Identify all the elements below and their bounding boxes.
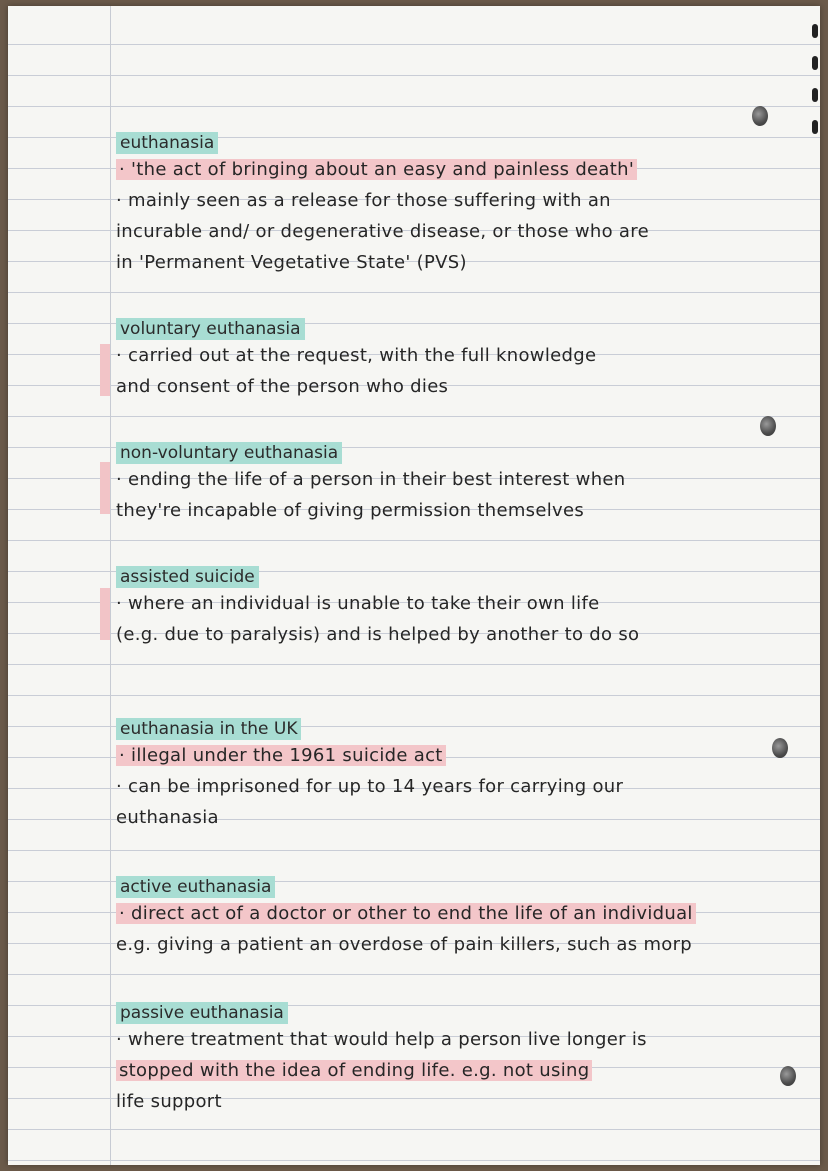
pink-margin-mark <box>100 588 110 640</box>
section-voluntary-euthanasia <box>116 318 816 402</box>
pink-margin-mark <box>100 344 110 396</box>
note-line: · where an individual is unable to take their own life <box>116 593 600 614</box>
section-heading: voluntary euthanasia <box>116 318 305 340</box>
note-line: · direct act of a doctor or other to end the life of an individual <box>116 898 816 929</box>
note-line: incurable and/ or degenerative disease, or those who are <box>116 221 649 242</box>
note-line: · ending the life of a person in their best interest when <box>116 469 626 490</box>
section-euthanasia <box>116 132 816 278</box>
notebook-page <box>8 6 820 1165</box>
note-line: · 'the act of bringing about an easy and painless death' <box>116 154 816 185</box>
note-line: · can be imprisoned for up to 14 years for carrying our <box>116 776 624 797</box>
note-line: e.g. giving a patient an overdose of pain killers, such as morp <box>116 934 693 955</box>
punch-hole <box>752 106 768 126</box>
note-line: they're incapable of giving permission themselves <box>116 500 585 521</box>
note-line: euthanasia <box>116 807 219 828</box>
section-heading: euthanasia <box>116 132 218 154</box>
section-heading: euthanasia in the UK <box>116 718 301 740</box>
margin-line <box>110 6 111 1165</box>
section-passive-euthanasia <box>116 1002 816 1117</box>
note-line: · where treatment that would help a person live longer is <box>116 1029 647 1050</box>
section-assisted-suicide <box>116 566 816 650</box>
section-euthanasia-in-the-uk <box>116 718 816 833</box>
note-line: · carried out at the request, with the full knowledge <box>116 345 597 366</box>
note-line: and consent of the person who dies <box>116 376 449 397</box>
note-line: · illegal under the 1961 suicide act <box>116 740 816 771</box>
section-heading: assisted suicide <box>116 566 259 588</box>
note-line: life support <box>116 1091 222 1112</box>
punch-hole <box>760 416 776 436</box>
note-line: in 'Permanent Vegetative State' (PVS) <box>116 252 467 273</box>
pink-margin-mark <box>100 462 110 514</box>
note-line: (e.g. due to paralysis) and is helped by another to do so <box>116 624 640 645</box>
section-heading: passive euthanasia <box>116 1002 288 1024</box>
section-non-voluntary-euthanasia <box>116 442 816 526</box>
section-active-euthanasia <box>116 876 816 960</box>
note-line: · mainly seen as a release for those suffering with an <box>116 190 611 211</box>
section-heading: active euthanasia <box>116 876 275 898</box>
note-line: stopped with the idea of ending life. e.g. not using <box>116 1055 816 1086</box>
section-heading: non-voluntary euthanasia <box>116 442 342 464</box>
